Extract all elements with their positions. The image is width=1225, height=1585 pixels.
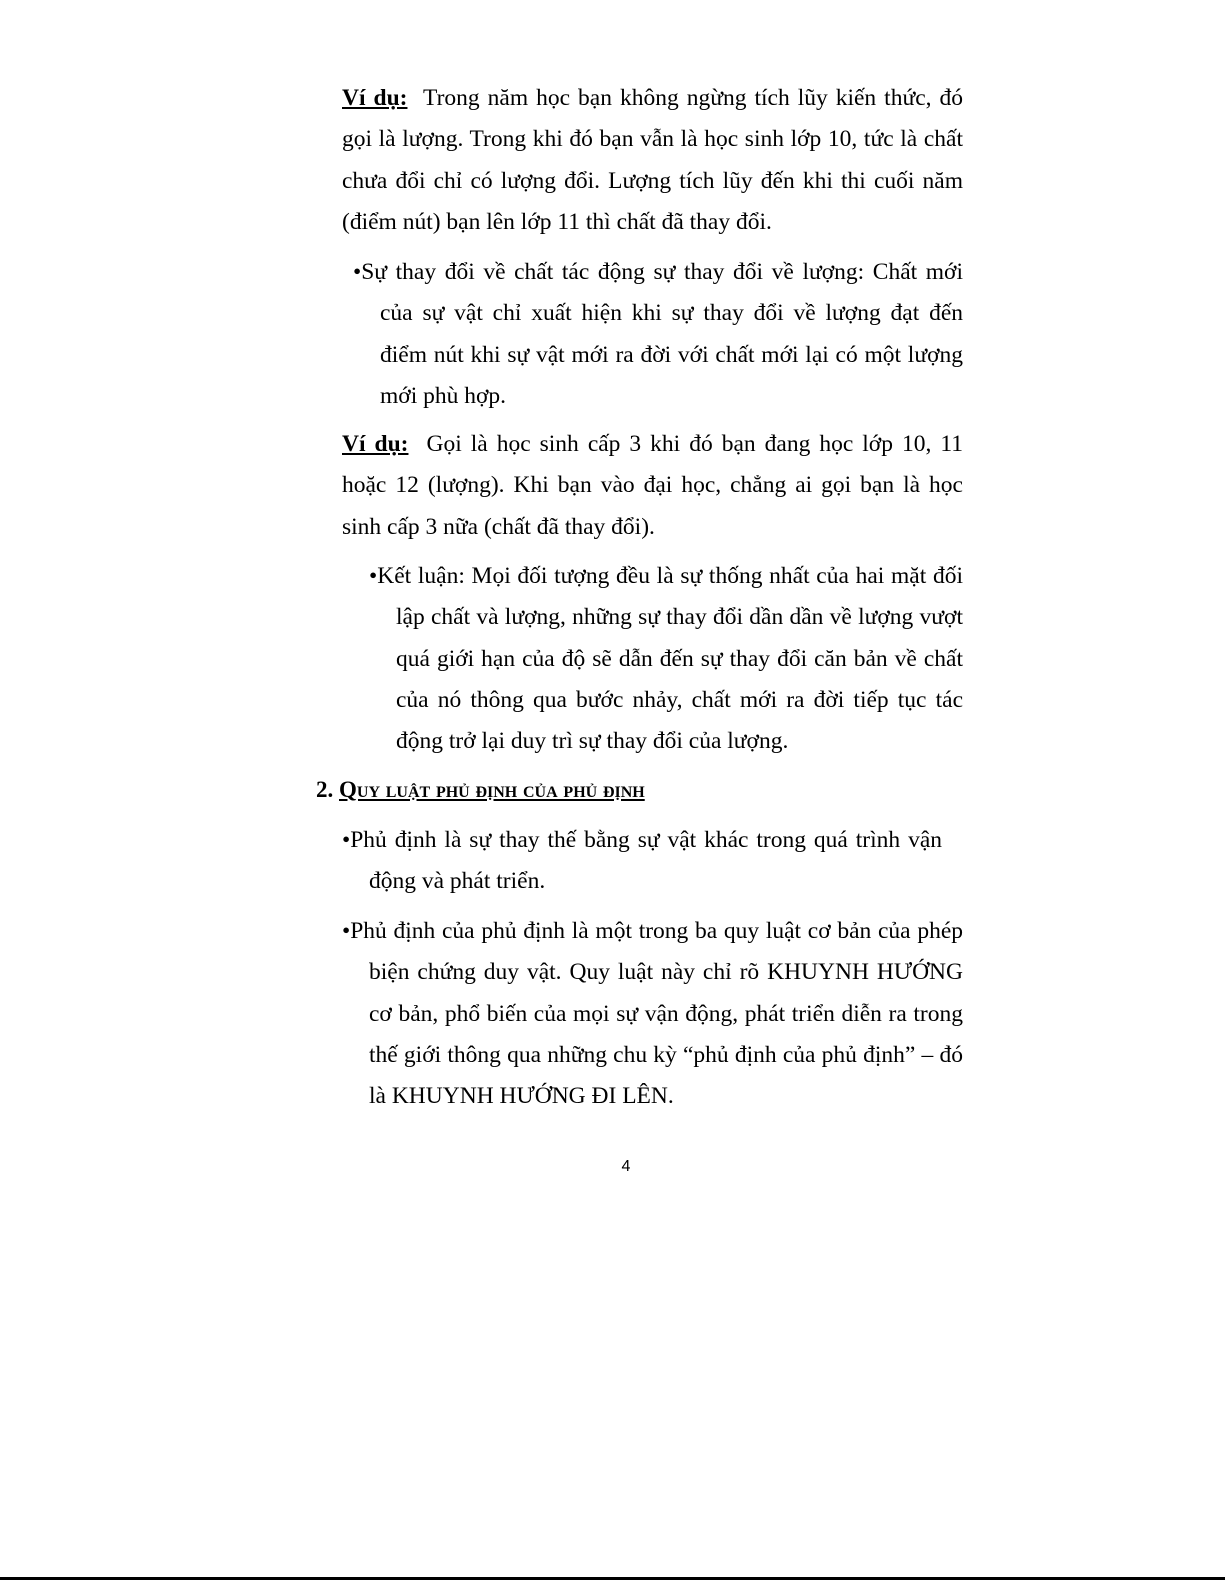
bullet-paragraph-2	[342, 820, 942, 903]
bullet-icon: •	[369, 563, 378, 589]
example-paragraph-1	[342, 78, 963, 243]
bullet-icon: •	[342, 918, 351, 944]
bullet-icon: •	[342, 827, 351, 853]
section-title: Quy luật phủ định của phủ định	[339, 777, 645, 802]
page-number: 4	[621, 1158, 631, 1175]
bullet-paragraph-3	[342, 911, 963, 1117]
conclusion-paragraph	[369, 556, 963, 762]
paragraph-text: Sự thay đổi về chất tác động sự thay đổi về lượng: Chất mới của sự vật chỉ xuất hiện khi sự thay đổi về lượng đạt đến điểm nút khi sự vật mới ra đời với chất mới lại có một lượng mới phù hợp.	[361, 259, 963, 409]
example-label: Ví dụ:	[342, 431, 409, 457]
paragraph-text: Trong năm học bạn không ngừng tích lũy kiến thức, đó gọi là lượng. Trong khi đó bạn vẫn là học sinh lớp 10, tức là chất chưa đổi chỉ có lượng đổi. Lượng tích lũy đến khi thi cuối năm (điểm nút) bạn lên lớp 11 thì chất đã thay đổi.	[342, 85, 963, 235]
paragraph-text: Phủ định là sự thay thế bằng sự vật khác trong quá trình vận động và phát triển.	[350, 827, 942, 895]
section-number: 2.	[316, 777, 334, 802]
section-heading	[316, 775, 645, 805]
bullet-paragraph-1	[353, 252, 963, 417]
paragraph-text: Phủ định của phủ định là một trong ba quy luật cơ bản của phép biện chứng duy vật. Quy luật này chỉ rõ KHUYNH HƯỚNG cơ bản, phổ biến của mọi sự vận động, phát triển diễn ra trong thế giới thông qua những chu kỳ “phủ định của phủ định” – đó là KHUYNH HƯỚNG ĐI LÊN.	[350, 918, 963, 1110]
example-label: Ví dụ:	[342, 85, 408, 111]
paragraph-text: Kết luận: Mọi đối tượng đều là sự thống nhất của hai mặt đối lập chất và lượng, những sự thay đổi dần dần về lượng vượt quá giới hạn của độ sẽ dẫn đến sự thay đổi căn bản về chất của nó thông qua bước nhảy, chất mới ra đời tiếp tục tác động trở lại duy trì sự thay đổi của lượng.	[377, 563, 963, 755]
example-paragraph-2	[342, 424, 963, 548]
paragraph-text: Gọi là học sinh cấp 3 khi đó bạn đang học lớp 10, 11 hoặc 12 (lượng). Khi bạn vào đại học, chẳng ai gọi bạn là học sinh cấp 3 nữa (chất đã thay đổi).	[342, 431, 963, 540]
bullet-icon: •	[353, 259, 362, 285]
bottom-border-line	[0, 1577, 1225, 1580]
